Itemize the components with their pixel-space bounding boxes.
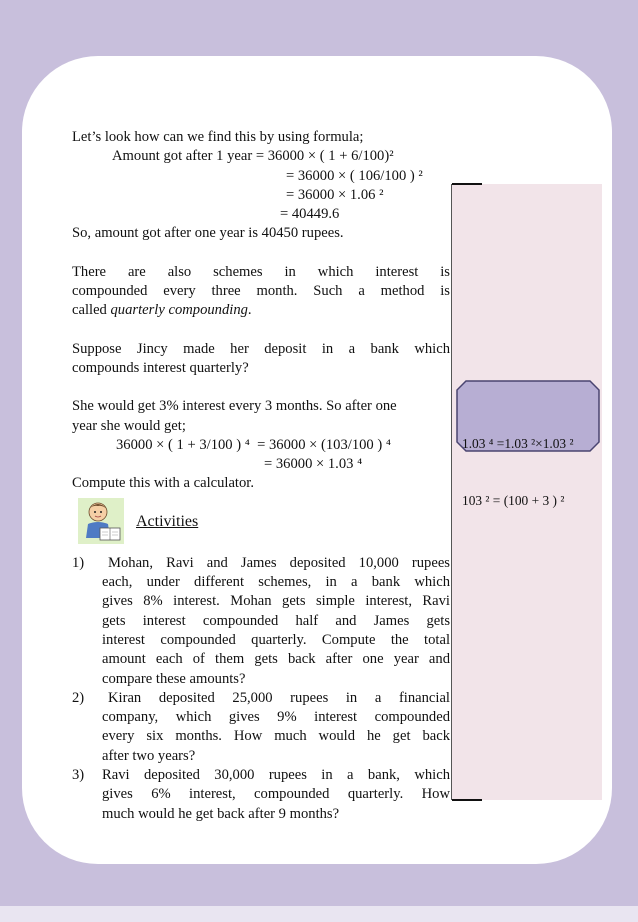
activity-2-line-4: after two years? bbox=[102, 747, 196, 764]
calc-line-2: year she would get; bbox=[72, 417, 186, 434]
bottom-strip bbox=[0, 906, 638, 922]
activities-list bbox=[72, 554, 450, 824]
activity-1-line-6: amount each of them gets back after one year and bbox=[102, 651, 450, 668]
formula-callout bbox=[456, 380, 600, 508]
activity-3-line-1: Ravi deposited 30,000 rupees in a bank, which bbox=[102, 767, 450, 784]
activity-2-line-2: company, which gives 9% interest compounded bbox=[102, 709, 450, 726]
activities-header bbox=[72, 498, 450, 548]
activities-heading: Activities bbox=[136, 512, 199, 530]
jincy-line-1: Suppose Jincy made her deposit in a bank which bbox=[72, 340, 450, 357]
activity-3-line-2: gives 6% interest, compounded quarterly. How bbox=[102, 786, 450, 803]
activity-1-line-2: each, under different schemes, in a bank which bbox=[102, 574, 450, 591]
child-reading-icon bbox=[78, 498, 124, 544]
formula-line-3: = 36000 × 1.06 ² bbox=[286, 186, 384, 203]
activity-item bbox=[72, 766, 450, 824]
calc-line-1: She would get 3% interest every 3 months. So after one bbox=[72, 398, 397, 415]
callout-line-2: 103 ² = (100 + 3 ) ² bbox=[462, 493, 565, 508]
activity-1-line-7: compare these amounts? bbox=[102, 670, 246, 687]
quarterly-line-2: compounded every three month. Such a method is bbox=[72, 283, 450, 300]
side-panel-top-rule bbox=[452, 183, 482, 185]
activity-item bbox=[72, 554, 450, 689]
calc-line-3: 36000 × ( 1 + 3/100 ) ⁴ = 36000 × (103/100 ) ⁴ bbox=[116, 436, 391, 453]
formula-conclusion: So, amount got after one year is 40450 rupees. bbox=[72, 225, 344, 242]
quarterly-line-1: There are also schemes in which interest is bbox=[72, 263, 450, 280]
activity-2-line-1: Kiran deposited 25,000 rupees in a financial bbox=[108, 689, 450, 706]
formula-intro: Let’s look how can we find this by using formula; bbox=[72, 129, 364, 145]
activity-item bbox=[72, 689, 450, 766]
activity-1-line-1: Mohan, Ravi and James deposited 10,000 rupees bbox=[108, 554, 450, 571]
formula-line-4: = 40449.6 bbox=[280, 206, 340, 223]
activity-1-line-5: interest compounded quarterly. Compute the total bbox=[102, 631, 450, 648]
activity-3-line-3: much would he get back after 9 months? bbox=[102, 805, 340, 822]
activity-2-line-3: every six months. How much would he get back bbox=[102, 728, 450, 745]
activity-1-line-4: gets interest compounded half and James gets bbox=[102, 612, 450, 629]
side-panel-divider bbox=[451, 184, 452, 800]
formula-line-1: Amount got after 1 year = 36000 × ( 1 + 6/100)² bbox=[112, 148, 394, 165]
calc-line-4: = 36000 × 1.03 ⁴ bbox=[264, 456, 363, 473]
activity-number: 2) bbox=[72, 689, 85, 706]
formula-line-2: = 36000 × ( 106/100 ) ² bbox=[286, 167, 423, 184]
side-panel-bottom-rule bbox=[452, 799, 482, 801]
activity-number: 1) bbox=[72, 554, 85, 571]
jincy-line-2: compounds interest quarterly? bbox=[72, 359, 249, 376]
activity-1-line-3: gives 8% interest. Mohan gets simple interest, Ravi bbox=[102, 593, 450, 610]
quarterly-line-3: called quarterly compounding. bbox=[72, 302, 252, 319]
main-content bbox=[72, 128, 450, 824]
callout-line-1: 1.03 ⁴ =1.03 ²×1.03 ² bbox=[462, 436, 574, 451]
quarterly-compounding-term: quarterly compounding bbox=[110, 302, 248, 319]
calc-line-5: Compute this with a calculator. bbox=[72, 475, 254, 492]
activity-number: 3) bbox=[72, 767, 85, 784]
